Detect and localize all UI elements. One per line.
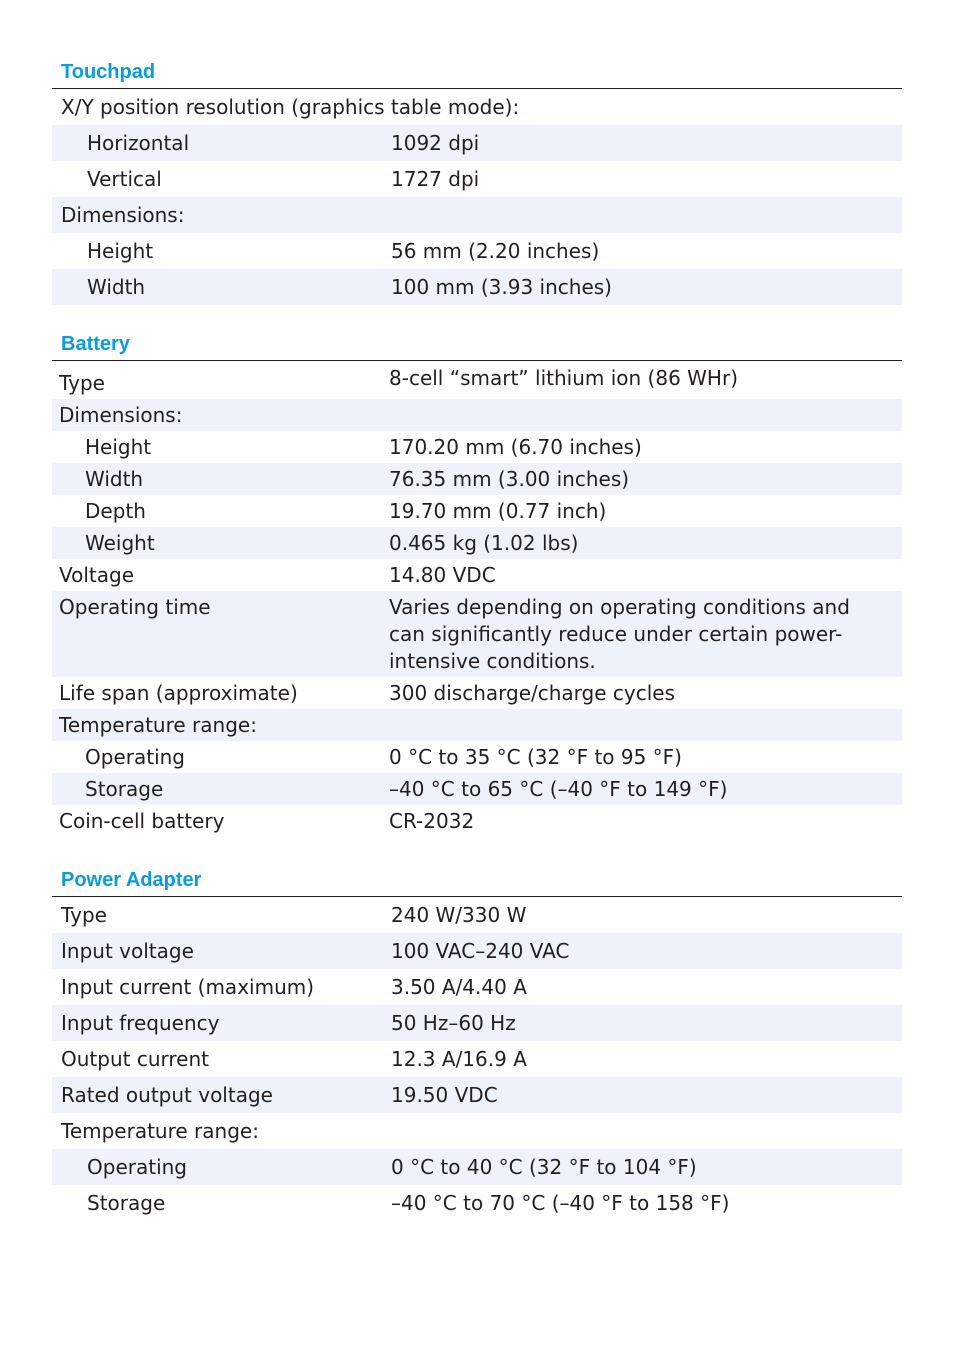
spec-row [52,773,902,805]
spec-label: Width [85,467,144,491]
spec-label: Temperature range: [61,1119,259,1143]
spec-value: 12.3 A/16.9 A [391,1047,527,1071]
spec-label: Output current [61,1047,209,1071]
spec-label: Input current (maximum) [61,975,315,999]
spec-label: Height [85,435,152,459]
spec-label: Storage [85,777,164,801]
spec-label: Voltage [59,563,135,587]
spec-value: 14.80 VDC [389,563,496,587]
spec-row [52,1113,902,1149]
spec-label: Horizontal [87,131,190,155]
spec-row [52,463,902,495]
spec-value: CR-2032 [389,809,475,833]
battery-section [52,332,902,837]
spec-label: Operating time [59,595,211,619]
spec-value-line: intensive conditions. [389,649,596,673]
spec-row [52,125,902,161]
spec-label: Depth [85,499,146,523]
section-title-battery: Battery [52,332,902,361]
spec-row [52,89,902,125]
spec-label: Type [61,903,107,927]
spec-row [52,233,902,269]
spec-value-line: Varies depending on operating conditions and [389,595,850,619]
spec-value: 240 W/330 W [391,903,527,927]
spec-label: Type [59,371,105,395]
spec-label: X/Y position resolution (graphics table mode): [61,95,520,119]
power-adapter-section [52,868,902,1221]
spec-label: Storage [87,1191,166,1215]
spec-label: Operating [85,745,185,769]
spec-value: 19.70 mm (0.77 inch) [389,499,607,523]
spec-row [52,1005,902,1041]
spec-row [52,741,902,773]
spec-row [52,559,902,591]
spec-row [52,495,902,527]
spec-value: 0.465 kg (1.02 lbs) [389,531,579,555]
spec-value: 1092 dpi [391,131,480,155]
spec-row [52,431,902,463]
spec-label: Rated output voltage [61,1083,273,1107]
spec-row [52,197,902,233]
spec-row [52,897,902,933]
spec-row [52,1077,902,1113]
section-title-power-adapter: Power Adapter [52,868,902,897]
spec-value: 8-cell “smart” lithium ion (86 WHr) [389,366,738,390]
spec-value: 100 mm (3.93 inches) [391,275,612,299]
spec-row [52,527,902,559]
spec-value: 1727 dpi [391,167,480,191]
spec-value: 56 mm (2.20 inches) [391,239,600,263]
spec-value: 50 Hz–60 Hz [391,1011,516,1035]
spec-row [52,399,902,431]
spec-label: Height [87,239,154,263]
section-title-touchpad: Touchpad [52,60,902,89]
touchpad-section [52,60,902,305]
spec-row [52,591,902,677]
spec-value: 0 °C to 35 °C (32 °F to 95 °F) [389,745,682,769]
spec-value: –40 °C to 70 °C (–40 °F to 158 °F) [391,1191,730,1215]
spec-label: Vertical [87,167,162,191]
spec-label: Dimensions: [59,403,183,427]
spec-value: 19.50 VDC [391,1083,498,1107]
spec-label: Operating [87,1155,187,1179]
spec-value-line: can significantly reduce under certain power- [389,622,843,646]
spec-label: Input voltage [61,939,194,963]
spec-label: Temperature range: [59,713,257,737]
spec-value: 100 VAC–240 VAC [391,939,570,963]
spec-value: 170.20 mm (6.70 inches) [389,435,642,459]
spec-row [52,933,902,969]
spec-label: Weight [85,531,155,555]
spec-value: 3.50 A/4.40 A [391,975,527,999]
spec-label: Input frequency [61,1011,220,1035]
spec-value: 76.35 mm (3.00 inches) [389,467,630,491]
spec-row [52,1185,902,1221]
spec-value: 300 discharge/charge cycles [389,681,676,705]
spec-row [52,361,902,399]
spec-value [389,591,902,675]
spec-label: Coin-cell battery [59,809,225,833]
spec-row [52,969,902,1005]
spec-row [52,709,902,741]
spec-value: –40 °C to 65 °C (–40 °F to 149 °F) [389,777,728,801]
spec-label: Width [87,275,146,299]
spec-row [52,677,902,709]
spec-label: Dimensions: [61,203,185,227]
spec-row [52,161,902,197]
spec-row [52,269,902,305]
spec-row [52,1041,902,1077]
spec-row [52,1149,902,1185]
spec-value: 0 °C to 40 °C (32 °F to 104 °F) [391,1155,697,1179]
spec-label: Life span (approximate) [59,681,298,705]
spec-row [52,805,902,837]
